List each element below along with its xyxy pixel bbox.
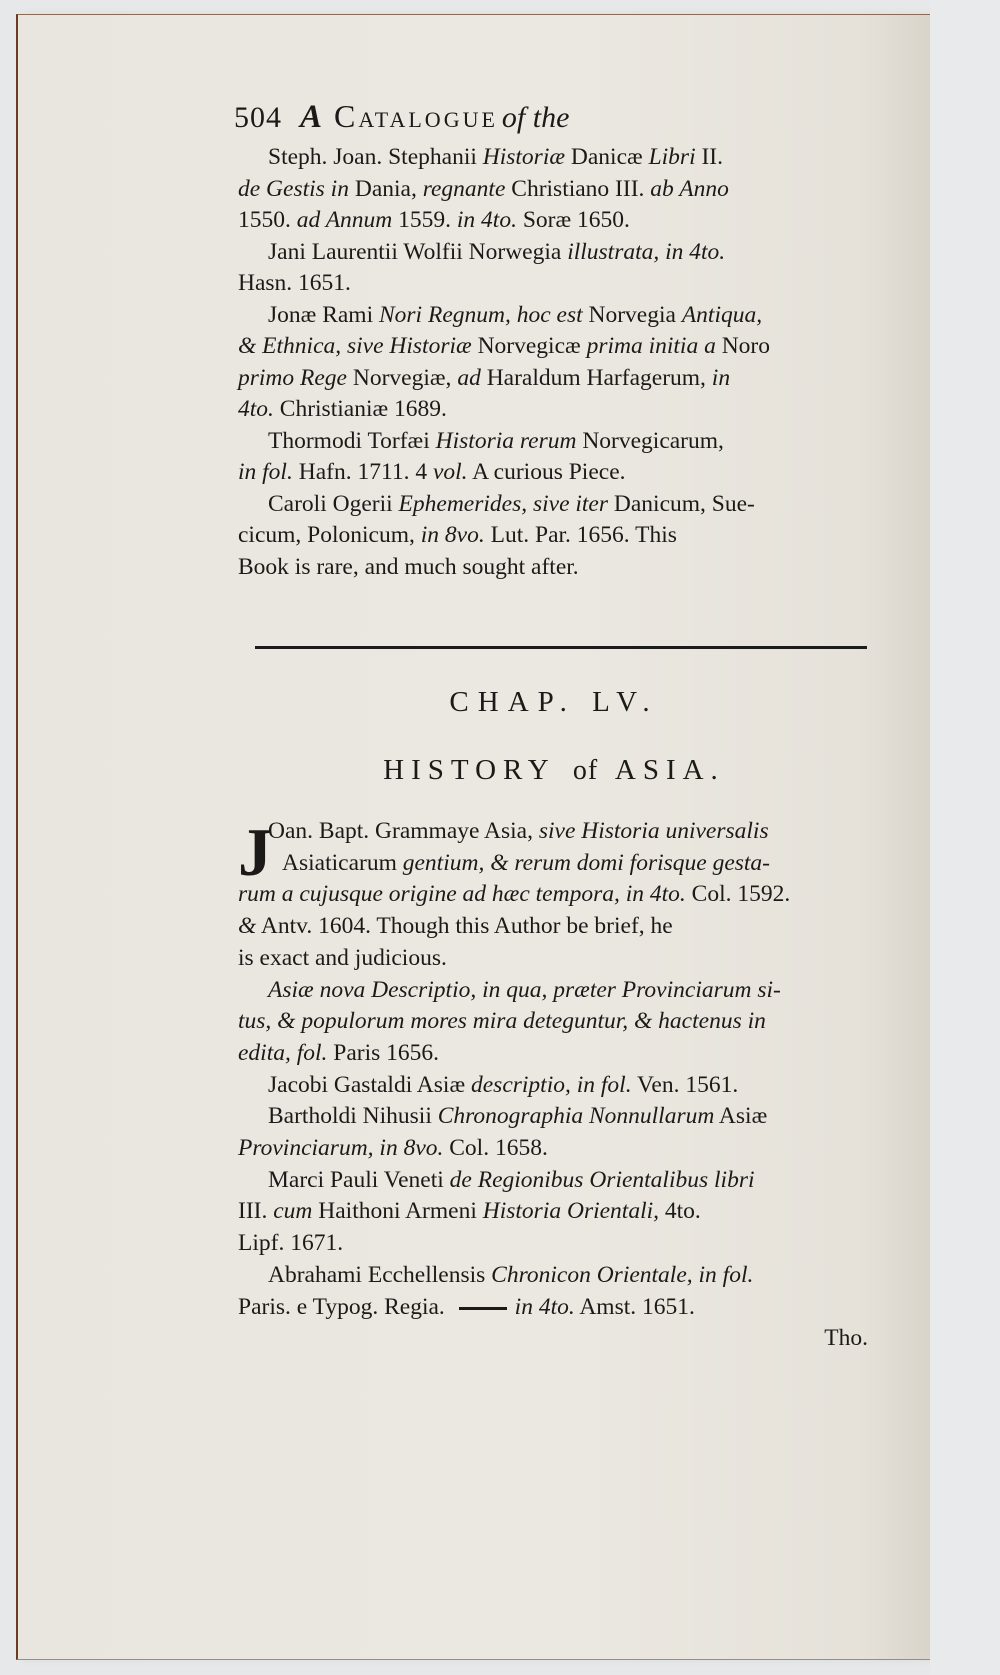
entry-text: Abrahami Ecchellensis [268, 1261, 492, 1288]
entry-italic: descriptio, in fol. [471, 1071, 632, 1098]
entry-text: Hafn. 1711. 4 [292, 459, 433, 485]
entry-text: Amst. 1651. [574, 1293, 695, 1320]
entry-text: Haraldum Harfagerum, [480, 364, 712, 391]
entry-line [238, 394, 870, 426]
entry-italic: Ephemerides, sive iter [398, 490, 609, 517]
ditto-dash [459, 1307, 507, 1310]
chapter-title-asia: ASIA. [614, 754, 725, 786]
catalogue-entry [238, 300, 870, 426]
entry-italic: edita, fol. [238, 1039, 328, 1066]
running-head-of-the: of the [501, 101, 570, 134]
entry-line [238, 1196, 874, 1228]
entry-italic: rum a cujusque origine ad hæc tempora, in 4to. [238, 881, 686, 908]
entry-italic: tus, & populorum mores mira deteguntur, & hactenus in [238, 1008, 766, 1035]
entry-text: Danicæ [565, 144, 649, 170]
denmark-entries [238, 142, 870, 583]
entry-line [238, 816, 874, 848]
section-divider-rule [255, 646, 867, 649]
entry-text: III. [238, 1198, 274, 1225]
entry-text: Asiaticarum [282, 849, 403, 876]
entry-text: is exact and judicious. [238, 944, 447, 971]
entry-line [238, 943, 874, 975]
entry-text: 1550. [238, 207, 297, 233]
catalogue-entry [238, 489, 870, 584]
entry-line [238, 975, 874, 1007]
entry-italic: cum [273, 1198, 313, 1225]
entry-line [238, 1038, 874, 1070]
entry-italic: sive Historia universalis [538, 818, 769, 844]
drop-cap: J [238, 814, 272, 890]
catalogue-entry [238, 1101, 874, 1164]
entry-text: 1559. [392, 207, 457, 233]
entry-text: Noro [715, 333, 770, 359]
entry-text: Norvegiæ, [347, 364, 458, 391]
entry-italic: ad [457, 364, 481, 391]
running-head-catalogue: Catalogue [334, 98, 498, 134]
entry-italic: ab Anno [650, 175, 729, 202]
chapter-title [238, 754, 870, 787]
catalogue-entry [238, 237, 870, 300]
entry-italic: in 8vo. [420, 522, 485, 548]
entry-line [238, 268, 870, 300]
entry-line [238, 142, 870, 174]
entry-italic: de Gestis in [238, 175, 349, 202]
entry-line [238, 174, 870, 206]
chapter-title-of: of [572, 755, 599, 786]
running-head-article: A [300, 99, 323, 135]
catalogue-entry [238, 975, 874, 1070]
entry-text: Steph. Joan. Stephanii [268, 144, 483, 170]
entry-line [238, 426, 870, 458]
entry-italic: in fol. [238, 459, 293, 485]
entry-line [238, 848, 874, 880]
entry-text: Norvegicæ [471, 333, 587, 359]
entry-text: Col. 1658. [443, 1135, 548, 1162]
entry-text: Dania, [348, 175, 423, 202]
entry-text: Hasn. 1651. [238, 270, 351, 296]
entry-text: Marci Pauli Veneti [268, 1166, 450, 1193]
entry-text: Christianiæ 1689. [273, 396, 447, 422]
entry-line [238, 879, 874, 911]
entry-text: Asiæ [714, 1103, 768, 1130]
entry-italic: & [238, 913, 257, 940]
entry-line [238, 1228, 874, 1260]
entry-line [238, 300, 870, 332]
entry-line [238, 237, 870, 269]
entry-italic: & Ethnica, sive Historiæ [238, 333, 472, 359]
entry-italic: gentium, & rerum domi forisque gesta- [402, 849, 771, 876]
entry-italic: vol. [432, 459, 468, 485]
entry-text: Lipf. 1671. [238, 1230, 344, 1257]
entry-italic: primo Rege [238, 364, 347, 391]
entry-text: Soræ 1650. [516, 207, 630, 233]
entry-line [238, 911, 874, 943]
entry-text: Lut. Par. 1656. This [484, 522, 677, 548]
entry-text: Jonæ Rami [268, 301, 379, 328]
asia-entries [238, 816, 874, 1355]
entry-italic: Chronographia Nonnullarum [437, 1103, 715, 1130]
entry-line [238, 1101, 874, 1133]
entry-italic: Provinciarum, in 8vo. [238, 1135, 444, 1162]
entry-italic: Nori Regnum, hoc est [378, 301, 583, 328]
entry-italic: Historiæ [482, 144, 566, 170]
entry-italic: Asiæ nova Descriptio, in qua, præter Provinciarum si- [268, 976, 781, 1003]
entry-line [238, 552, 870, 584]
entry-line [238, 205, 870, 237]
entry-line [238, 520, 870, 552]
entry-text: Danicum, Sue- [608, 490, 755, 517]
entry-text: A curious Piece. [467, 459, 626, 485]
entry-text: 4to. [659, 1198, 701, 1225]
entry-text: Christiano III. [505, 175, 651, 202]
entry-italic: illustrata, in 4to. [567, 238, 726, 265]
entry-text: Paris 1656. [327, 1039, 440, 1066]
entry-italic: prima initia a [586, 333, 716, 359]
entry-text: Oan. Bapt. Grammaye Asia, [268, 818, 539, 844]
entry-line [238, 489, 870, 521]
entry-line [238, 1260, 874, 1292]
catalogue-entry [238, 816, 874, 975]
catalogue-entry [238, 1260, 874, 1323]
entry-italic: in 4to. [514, 1293, 575, 1320]
entry-text: Norvegicarum, [576, 427, 724, 454]
entry-italic: Historia rerum [435, 427, 577, 454]
entry-italic: Libri [648, 144, 696, 170]
entry-italic: in [711, 364, 731, 391]
entry-italic: regnante [422, 175, 506, 202]
entry-text: Book is rare, and much sought after. [238, 553, 579, 580]
entry-italic: Chronicon Orientale, in fol. [491, 1261, 754, 1288]
entry-text: II. [695, 144, 724, 170]
upper-text-block [234, 98, 870, 583]
entry-italic: Historia Orientali, [482, 1198, 660, 1225]
catalogue-entry [238, 1070, 874, 1102]
entry-line [238, 331, 870, 363]
entry-line [238, 1133, 874, 1165]
entry-text: Norvegia [582, 301, 682, 328]
entry-text: Ven. 1561. [631, 1071, 739, 1098]
entry-text: Paris. e Typog. Regia. [238, 1293, 451, 1320]
entry-text: cicum, Polonicum, [238, 522, 421, 548]
entry-text: Thormodi Torfæi [268, 427, 436, 454]
catalogue-entry [238, 142, 870, 237]
entry-text: Jacobi Gastaldi Asiæ [268, 1071, 471, 1098]
entry-line [238, 363, 870, 395]
chapter-title-history: HISTORY [383, 754, 555, 786]
entry-text: Jani Laurentii Wolfii Norwegia [268, 238, 568, 265]
entry-italic: de Regionibus Orientalibus libri [449, 1166, 755, 1193]
entry-text: Haithoni Armeni [312, 1198, 483, 1225]
entry-italic: 4to. [238, 396, 274, 422]
entry-line [238, 457, 870, 489]
entry-text: Col. 1592. [685, 881, 791, 908]
catalogue-entry [238, 1165, 874, 1260]
chapter-label: CHAP. LV. [449, 686, 659, 718]
running-head [234, 98, 870, 142]
page-number: 504 [234, 101, 282, 134]
entry-text: Antv. 1604. Though this Author be brief, he [256, 913, 673, 940]
background-surface [930, 0, 1000, 1675]
entry-italic: ad Annum [296, 207, 393, 233]
entry-italic: in 4to. [456, 207, 517, 233]
entry-text: Caroli Ogerii [268, 490, 399, 517]
catchword: Tho. [824, 1325, 868, 1352]
catalogue-entry [238, 426, 870, 489]
entry-italic: Antiqua, [681, 301, 763, 328]
entry-line [238, 1165, 874, 1197]
entry-line [238, 1292, 874, 1324]
entry-line [238, 1006, 874, 1038]
entry-text: Bartholdi Nihusii [268, 1103, 438, 1130]
entry-line [238, 1070, 874, 1102]
